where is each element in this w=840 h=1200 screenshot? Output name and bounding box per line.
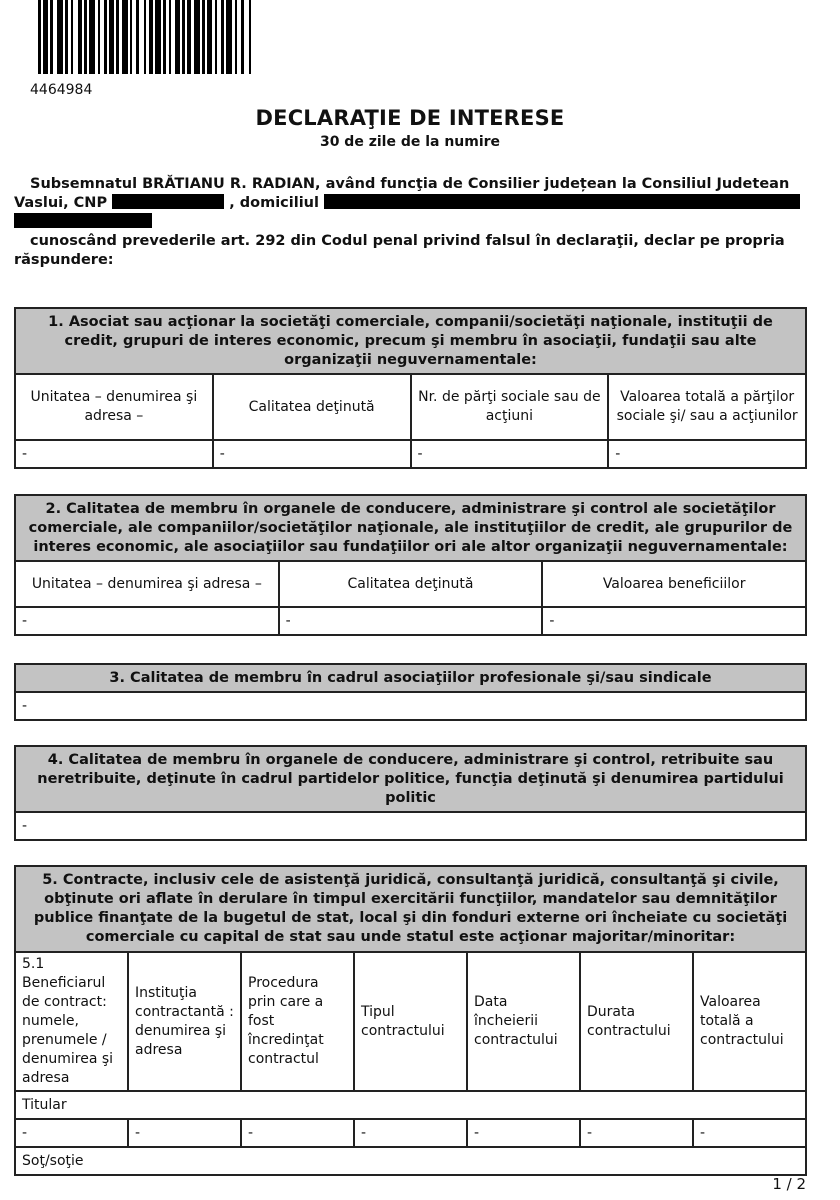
barcode-bar (169, 0, 171, 74)
page-number: 1 / 2 (772, 1175, 806, 1193)
barcode-bar (122, 0, 128, 74)
section-5-titular-label: Titular (15, 1091, 806, 1119)
barcode (38, 0, 448, 74)
redacted-address (324, 194, 800, 209)
barcode-bar (144, 0, 146, 74)
section-4-table (14, 745, 807, 841)
barcode-bar (221, 0, 224, 74)
section-1-cell: - (15, 440, 213, 468)
barcode-number: 4464984 (30, 82, 93, 98)
barcode-bar (57, 0, 63, 74)
barcode-bar (98, 0, 100, 74)
section-1-table (14, 307, 807, 469)
section-5-col-3: Procedura prin care a fost încredinţat contractul (241, 952, 354, 1091)
section-2-header: 2. Calitatea de membru în organele de conducere, administrare şi control ale societăţilor comerciale, ale companiilor/societăţilor naţionale, ale instituţiilor de credit, ale grupurilor de interes economic, ale asociaţiilor sau fundaţiilor ori ale altor organizaţii neguvernamentale: (15, 495, 806, 561)
section-2-col-2: Calitatea deţinută (279, 561, 543, 607)
section-1-cell: - (608, 440, 806, 468)
section-5-col-4: Tipul contractului (354, 952, 467, 1091)
section-5-col-6: Durata contractului (580, 952, 693, 1091)
section-2-col-1: Unitatea – denumirea şi adresa – (15, 561, 279, 607)
barcode-bar (175, 0, 180, 74)
intro-line-3 (14, 213, 810, 232)
barcode-bar (89, 0, 95, 74)
redacted-cnp (112, 194, 224, 209)
barcode-bar (202, 0, 205, 74)
section-2-table (14, 494, 807, 636)
document-subtitle: 30 de zile de la numire (319, 134, 501, 150)
section-1-col-3: Nr. de părţi sociale sau de acţiuni (411, 374, 609, 440)
barcode-bar (226, 0, 232, 74)
section-5-cell: - (693, 1119, 806, 1147)
declaration-intro (14, 175, 810, 270)
intro-line-4: cunoscând prevederile art. 292 din Codul penal privind falsul în declaraţii, declar pe propria (30, 233, 785, 249)
barcode-bar (38, 0, 41, 74)
barcode-bar (149, 0, 153, 74)
section-5-spouse-label: Soţ/soţie (15, 1147, 806, 1175)
barcode-bar (163, 0, 166, 74)
section-5-col-5: Data încheierii contractului (467, 952, 580, 1091)
barcode-bar (249, 0, 251, 74)
document-title: DECLARAŢIE DE INTERESE (255, 106, 565, 130)
barcode-bar (187, 0, 191, 74)
redacted-address-continued (14, 213, 152, 228)
intro-line-5: răspundere: (14, 252, 114, 268)
section-5-cell: - (580, 1119, 693, 1147)
barcode-bar (50, 0, 53, 74)
intro-line-1: Subsemnatul BRĂTIANU R. RADIAN, având funcţia de Consilier județean la Consiliul Judetean (30, 176, 790, 192)
barcode-bar (182, 0, 185, 74)
barcode-bar (78, 0, 82, 74)
barcode-bar (130, 0, 132, 74)
barcode-bar (43, 0, 48, 74)
barcode-bar (84, 0, 87, 74)
intro-line-2: Vaslui, CNP , domiciliul (14, 194, 810, 213)
section-1-cell: - (213, 440, 411, 468)
barcode-bar (116, 0, 119, 74)
section-5-col-1: 5.1 Beneficiarul de contract: numele, prenumele / denumirea şi adresa (15, 952, 128, 1091)
barcode-bar (194, 0, 200, 74)
section-5-col-7: Valoarea totală a contractului (693, 952, 806, 1091)
section-2-cell: - (279, 607, 543, 635)
section-5-table (14, 865, 807, 1176)
barcode-bar (235, 0, 237, 74)
barcode-bar (215, 0, 217, 74)
section-4-header: 4. Calitatea de membru în organele de conducere, administrare şi control, retribuite sau neretribuite, deţinute în cadrul partidelor politice, funcţia deţinută şi denumirea partidului politic (15, 746, 806, 812)
section-5-cell: - (354, 1119, 467, 1147)
barcode-bar (104, 0, 107, 74)
section-3-cell: - (15, 692, 806, 720)
barcode-bar (71, 0, 73, 74)
section-5-cell: - (15, 1119, 128, 1147)
section-2-cell: - (542, 607, 806, 635)
section-5-cell: - (241, 1119, 354, 1147)
barcode-bar (241, 0, 244, 74)
section-2-cell: - (15, 607, 279, 635)
section-5-cell: - (467, 1119, 580, 1147)
section-1-cell: - (411, 440, 609, 468)
section-4-cell: - (15, 812, 806, 840)
barcode-bar (155, 0, 161, 74)
section-5-cell: - (128, 1119, 241, 1147)
section-3-header: 3. Calitatea de membru în cadrul asociaţiilor profesionale şi/sau sindicale (15, 664, 806, 692)
section-2-col-3: Valoarea beneficiilor (542, 561, 806, 607)
section-1-header: 1. Asociat sau acţionar la societăţi comerciale, companii/societăţi naţionale, instituţii de credit, grupuri de interes economic, precum şi membru în asociaţii, fundaţii sau alte organizaţii neguvernamentale: (15, 308, 806, 374)
section-5-col-2: Instituţia contractantă : denumirea şi adresa (128, 952, 241, 1091)
barcode-bar (109, 0, 114, 74)
section-5-header: 5. Contracte, inclusiv cele de asistenţă juridică, consultanţă juridică, consultanţă şi civile, obţinute ori aflate în derulare în timpul exercitării funcţiilor, mandatelor sau demnităţilor publice finanţate de la bugetul de stat, local şi din fonduri externe ori încheiate cu societăţi comerciale cu capital de stat sau unde statul este acţionar majoritar/minoritar: (15, 866, 806, 952)
section-1-col-4: Valoarea totală a părţilor sociale şi/ sau a acţiunilor (608, 374, 806, 440)
barcode-bar (136, 0, 139, 74)
barcode-bar (65, 0, 68, 74)
section-1-col-1: Unitatea – denumirea şi adresa – (15, 374, 213, 440)
section-3-table (14, 663, 807, 721)
barcode-bar (207, 0, 212, 74)
section-1-col-2: Calitatea deţinută (213, 374, 411, 440)
